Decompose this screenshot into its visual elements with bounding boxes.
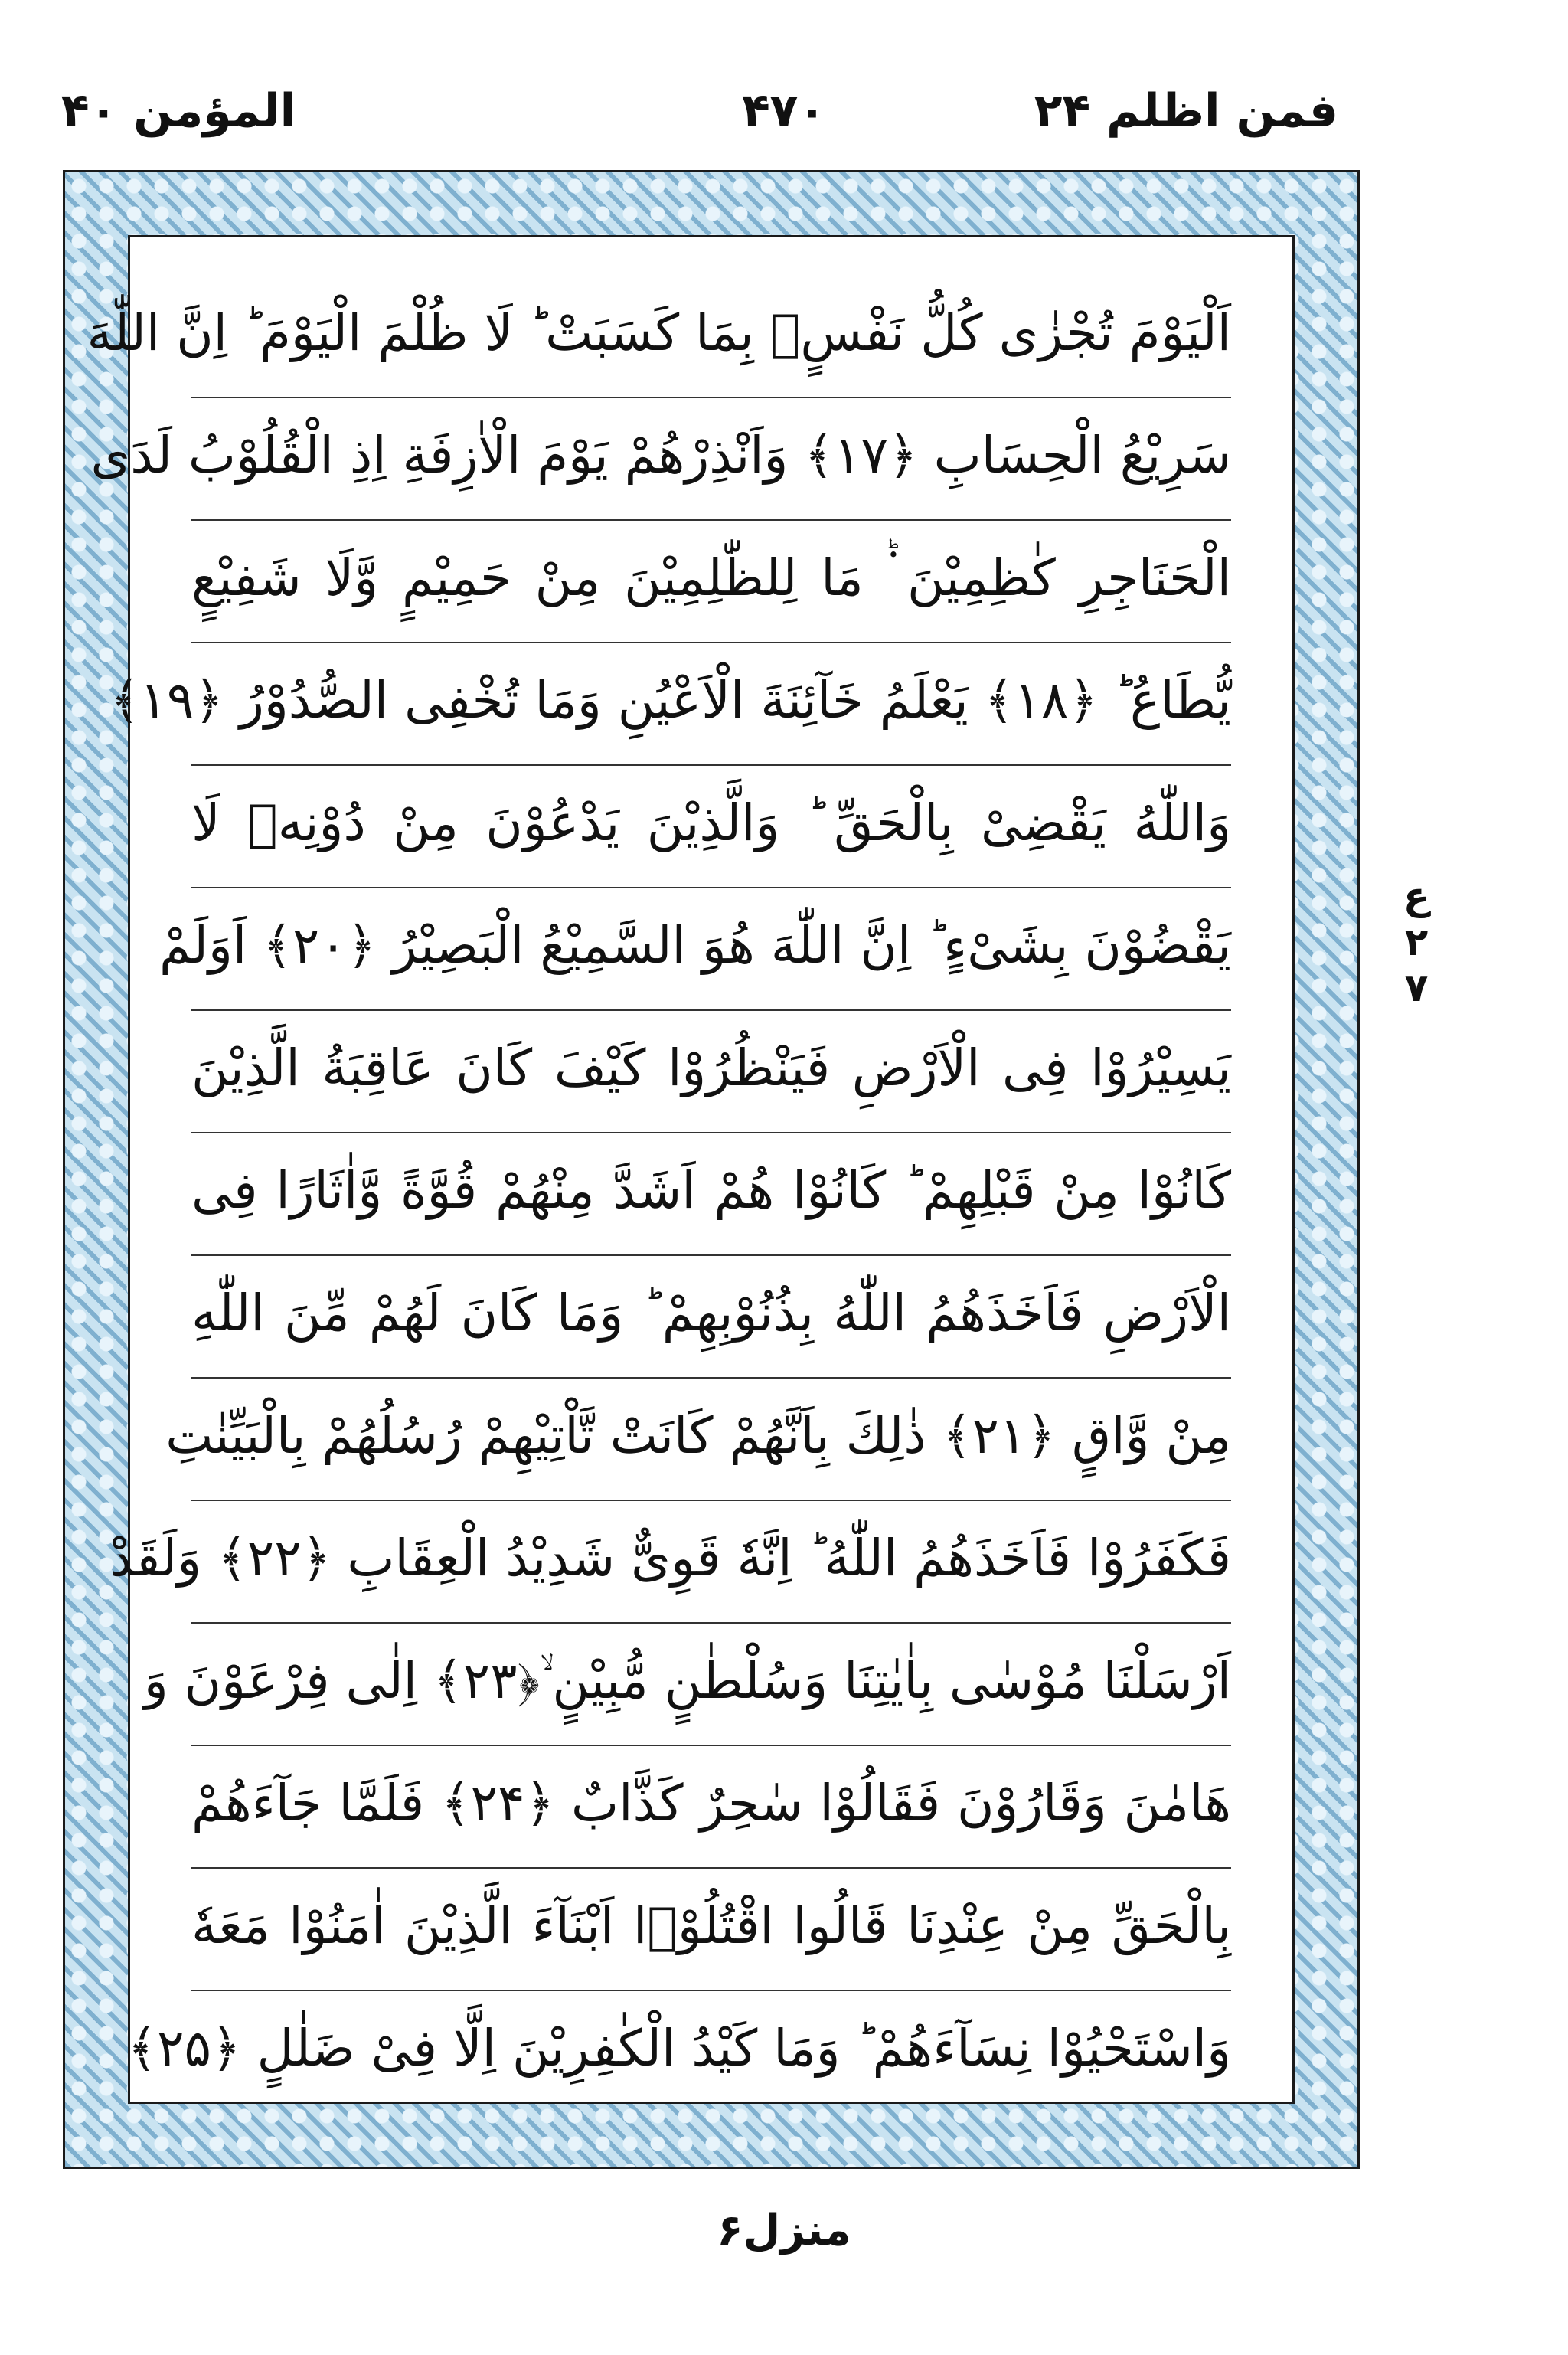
verse-line: يَسِيْرُوْا فِى الْاَرْضِ فَيَنْظُرُوْا كَيْفَ كَانَ عَاقِبَةُ الَّذِيْنَ [191,1011,1231,1133]
verse-line: بِالْحَقِّ مِنْ عِنْدِنَا قَالُوا اقْتُلُوْۤا اَبْنَآءَ الَّذِيْنَ اٰمَنُوْا مَعَهٗ [191,1869,1231,1991]
verse-line: كَانُوْا مِنْ قَبْلِهِمْ ؕ كَانُوْا هُمْ اَشَدَّ مِنْهُمْ قُوَّةً وَّاٰثَارًا فِى [191,1133,1231,1256]
verse-line: اَرْسَلْنَا مُوْسٰى بِاٰيٰتِنَا وَسُلْطٰنٍ مُّبِيْنٍ ۙ﴿۲۳﴾ اِلٰى فِرْعَوْنَ وَ [191,1624,1231,1746]
text-panel [87,235,1295,2104]
page-number: ۴۷۰ [742,84,826,138]
verse-line: وَاسْتَحْيُوْا نِسَآءَهُمْ ؕ وَمَا كَيْدُ الْكٰفِرِيْنَ اِلَّا فِىْ ضَلٰلٍ ﴿۲۵﴾ [127,2019,1231,2078]
verse-line: يَقْضُوْنَ بِشَىْءٍ ؕ اِنَّ اللّٰهَ هُوَ السَّمِيْعُ الْبَصِيْرُ ﴿۲۰﴾ اَوَلَمْ [191,888,1231,1011]
ruku-marker-char: ع [1403,874,1430,918]
decorative-border [63,170,1360,2169]
verse-line: الْاَرْضِ فَاَخَذَهُمُ اللّٰهُ بِذُنُوْبِهِمْ ؕ وَمَا كَانَ لَهُمْ مِّنَ اللّٰهِ [191,1256,1231,1379]
verse-line: سَرِيْعُ الْحِسَابِ ﴿۱۷﴾ وَاَنْذِرْهُمْ يَوْمَ الْاٰزِفَةِ اِذِ الْقُلُوْبُ لَدَى [191,398,1231,521]
verse-line: وَاللّٰهُ يَقْضِىْ بِالْحَقِّ ؕ وَالَّذِيْنَ يَدْعُوْنَ مِنْ دُوْنِهٖ لَا [191,766,1231,888]
verse-line: اَلْيَوْمَ تُجْزٰى كُلُّ نَفْسٍۢ بِمَا كَسَبَتْ ؕ لَا ظُلْمَ الْيَوْمَ ؕ اِنَّ اللّٰهَ [191,276,1231,398]
ruku-marker-char: ۲ [1404,920,1429,964]
ruku-marker-char: ۷ [1404,966,1429,1010]
juz-name: فمن اظلم ۲۴ [1034,84,1338,138]
manzil-footer: منزل۶ [717,2206,851,2255]
verse-line: الْحَنَاجِرِ كٰظِمِيْنَ ۬ؕ مَا لِلظّٰلِمِيْنَ مِنْ حَمِيْمٍ وَّلَا شَفِيْعٍ [191,521,1231,643]
ruku-marker [1386,873,1447,1026]
verse-line: مِنْ وَّاقٍ ﴿۲۱﴾ ذٰلِكَ بِاَنَّهُمْ كَانَتْ تَّاْتِيْهِمْ رُسُلُهُمْ بِالْبَيِّنٰتِ [191,1379,1231,1501]
surah-name: المؤمن ۴۰ [61,84,296,138]
verse-line: فَكَفَرُوْا فَاَخَذَهُمُ اللّٰهُ ؕ اِنَّهٗ قَوِىٌّ شَدِيْدُ الْعِقَابِ ﴿۲۲﴾ وَلَقَدْ [191,1501,1231,1624]
verse-line: يُّطَاعُ ؕ ﴿۱۸﴾ يَعْلَمُ خَآئِنَةَ الْاَعْيُنِ وَمَا تُخْفِى الصُّدُوْرُ ﴿۱۹﴾ [191,643,1231,766]
verse-line: هَامٰنَ وَقَارُوْنَ فَقَالُوْا سٰحِرٌ كَذَّابٌ ﴿۲۴﴾ فَلَمَّا جَآءَهُمْ [191,1746,1231,1869]
